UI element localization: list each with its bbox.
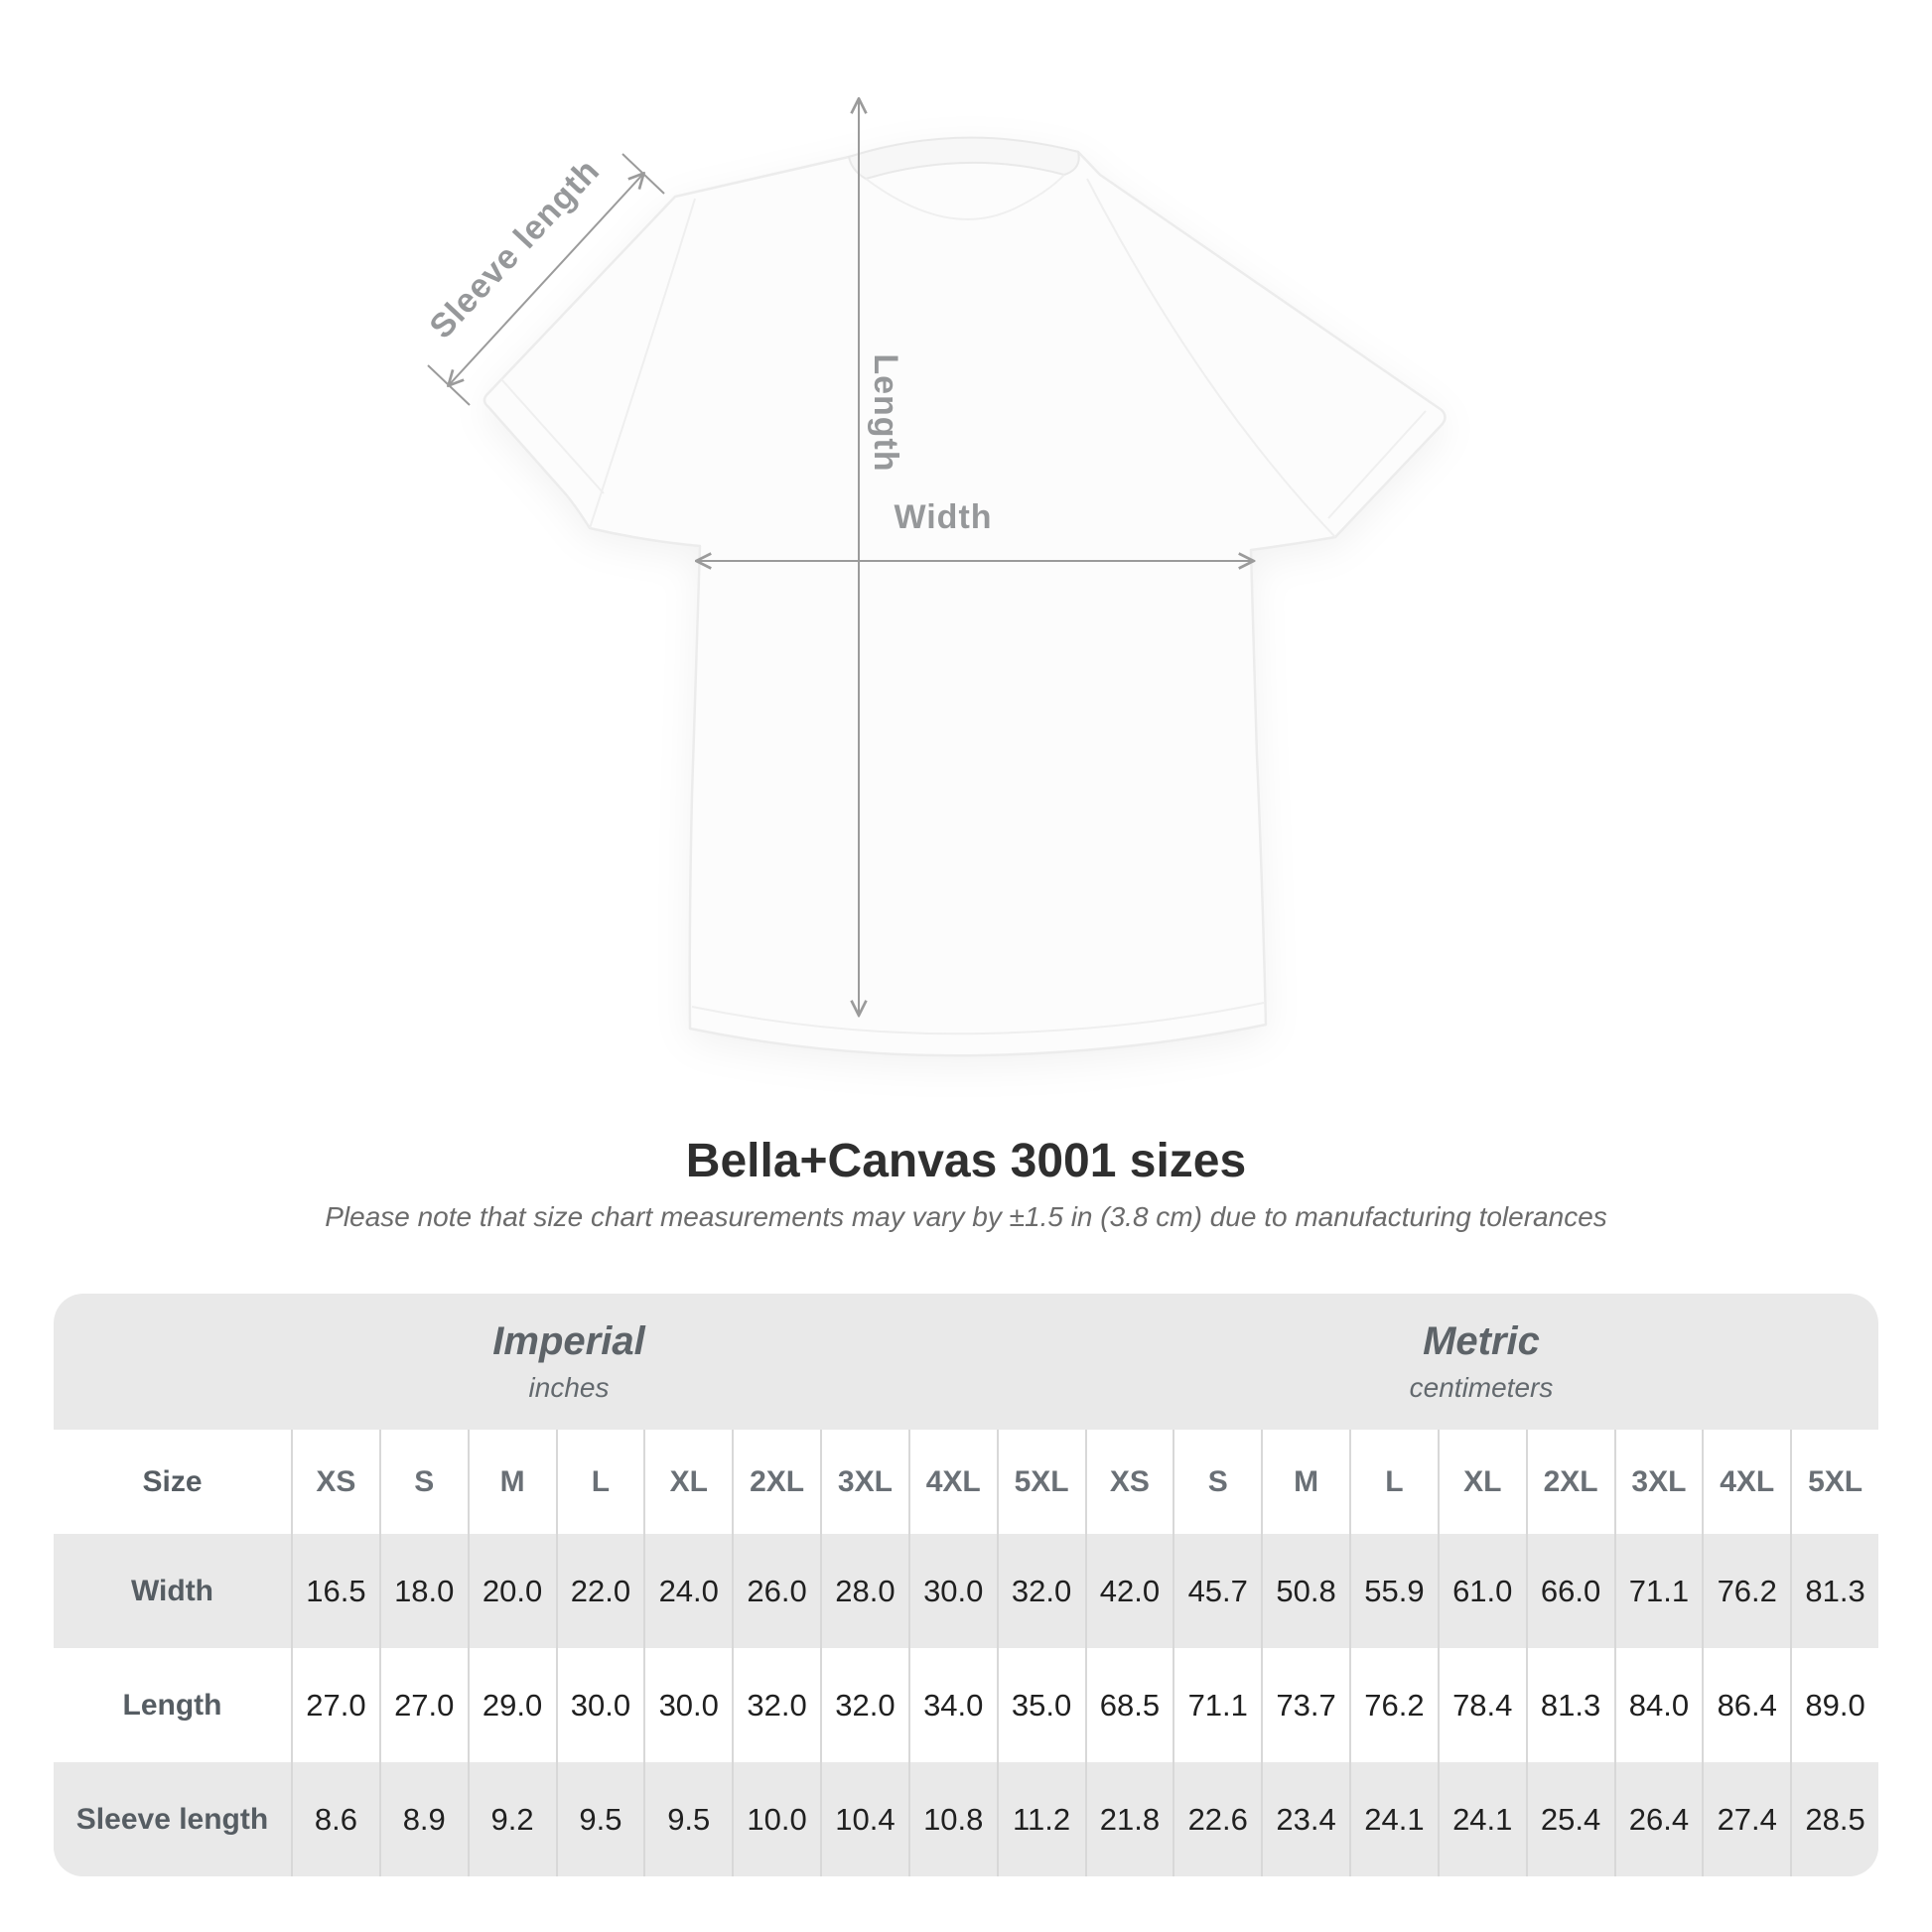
table-cell: 30.0 [643,1648,732,1762]
metric-unit: centimeters [1409,1372,1554,1403]
table-cell: 71.1 [1173,1648,1261,1762]
size-col-header: 3XL [1614,1430,1703,1534]
table-cell: 78.4 [1438,1648,1526,1762]
table-cell: 30.0 [908,1534,997,1648]
table-cell: 45.7 [1173,1534,1261,1648]
table-cell: 18.0 [379,1534,468,1648]
size-col-header: S [1173,1430,1261,1534]
table-cell: 73.7 [1261,1648,1349,1762]
table-cell: 55.9 [1349,1534,1438,1648]
table-cell: 26.4 [1614,1762,1703,1876]
size-col-header: L [1349,1430,1438,1534]
table-cell: 68.5 [1085,1648,1173,1762]
table-cell: 24.0 [643,1534,732,1648]
tolerance-note: Please note that size chart measurements may vary by ±1.5 in (3.8 cm) due to manufacturing tolerances [325,1201,1607,1232]
table-cell: 24.1 [1438,1762,1526,1876]
table-cell: 28.0 [820,1534,908,1648]
table-cell: 26.0 [732,1534,820,1648]
tshirt-outline [484,141,1446,1056]
table-cell: 32.0 [732,1648,820,1762]
table-cell: 50.8 [1261,1534,1349,1648]
page-title: Bella+Canvas 3001 sizes [685,1135,1247,1187]
size-chart-card [54,1294,1878,1876]
length-label: Length [867,353,905,473]
table-row-width [54,1534,1878,1648]
size-col-header: 5XL [1790,1430,1878,1534]
table-cell: 16.5 [291,1534,379,1648]
table-cell: 30.0 [556,1648,644,1762]
size-col-header: 4XL [908,1430,997,1534]
units-heading-band [54,1294,1878,1430]
table-cell: 22.6 [1173,1762,1261,1876]
row-label: Width [130,1574,214,1607]
table-cell: 8.6 [291,1762,379,1876]
row-label: Sleeve length [75,1802,269,1836]
table-cell: 32.0 [820,1648,908,1762]
table-header-row [54,1430,1878,1534]
size-col-header: 2XL [1526,1430,1614,1534]
size-col-header: 2XL [732,1430,820,1534]
table-cell: 35.0 [997,1648,1085,1762]
table-cell: 20.0 [468,1534,556,1648]
size-col-header: XL [1438,1430,1526,1534]
table-cell: 66.0 [1526,1534,1614,1648]
table-cell: 24.1 [1349,1762,1438,1876]
size-col-header: XL [643,1430,732,1534]
table-cell: 76.2 [1702,1534,1790,1648]
size-col-header: 4XL [1702,1430,1790,1534]
table-cell: 27.0 [379,1648,468,1762]
sleeve-length-cap-end [622,154,664,194]
size-col-header: M [468,1430,556,1534]
table-cell: 9.5 [643,1762,732,1876]
row-label: Length [122,1688,222,1722]
size-col-header: 5XL [997,1430,1085,1534]
table-cell: 81.3 [1790,1534,1878,1648]
table-cell: 11.2 [997,1762,1085,1876]
imperial-heading [54,1294,1084,1430]
table-cell: 42.0 [1085,1534,1173,1648]
table-cell: 21.8 [1085,1762,1173,1876]
size-col-header: L [556,1430,644,1534]
imperial-title: Imperial [492,1319,645,1363]
table-cell: 76.2 [1349,1648,1438,1762]
imperial-unit: inches [528,1372,610,1403]
table-row-sleeve-length [54,1762,1878,1876]
table-cell: 9.2 [468,1762,556,1876]
table-cell: 89.0 [1790,1648,1878,1762]
table-cell: 71.1 [1614,1534,1703,1648]
size-col-header: XS [291,1430,379,1534]
table-cell: 29.0 [468,1648,556,1762]
tshirt-illustration [484,138,1446,1056]
sleeve-length-label: Sleeve length [422,151,608,346]
table-cell: 10.0 [732,1762,820,1876]
sleeve-length-cap-start [428,365,470,405]
table-cell: 9.5 [556,1762,644,1876]
table-cell: 27.0 [291,1648,379,1762]
table-cell: 8.9 [379,1762,468,1876]
table-cell: 84.0 [1614,1648,1703,1762]
table-cell: 32.0 [997,1534,1085,1648]
table-cell: 27.4 [1702,1762,1790,1876]
size-col-header: 3XL [820,1430,908,1534]
metric-heading [1084,1294,1878,1430]
table-cell: 25.4 [1526,1762,1614,1876]
table-cell: 22.0 [556,1534,644,1648]
size-header-cell: Size [142,1464,203,1498]
size-col-header: S [379,1430,468,1534]
width-label: Width [894,498,993,536]
table-cell: 10.4 [820,1762,908,1876]
table-cell: 28.5 [1790,1762,1878,1876]
table-cell: 23.4 [1261,1762,1349,1876]
metric-title: Metric [1423,1319,1540,1363]
table-cell: 61.0 [1438,1534,1526,1648]
table-cell: 10.8 [908,1762,997,1876]
size-col-header: XS [1085,1430,1173,1534]
size-col-header: M [1261,1430,1349,1534]
table-cell: 34.0 [908,1648,997,1762]
table-cell: 86.4 [1702,1648,1790,1762]
table-cell: 81.3 [1526,1648,1614,1762]
table-row-length [54,1648,1878,1762]
